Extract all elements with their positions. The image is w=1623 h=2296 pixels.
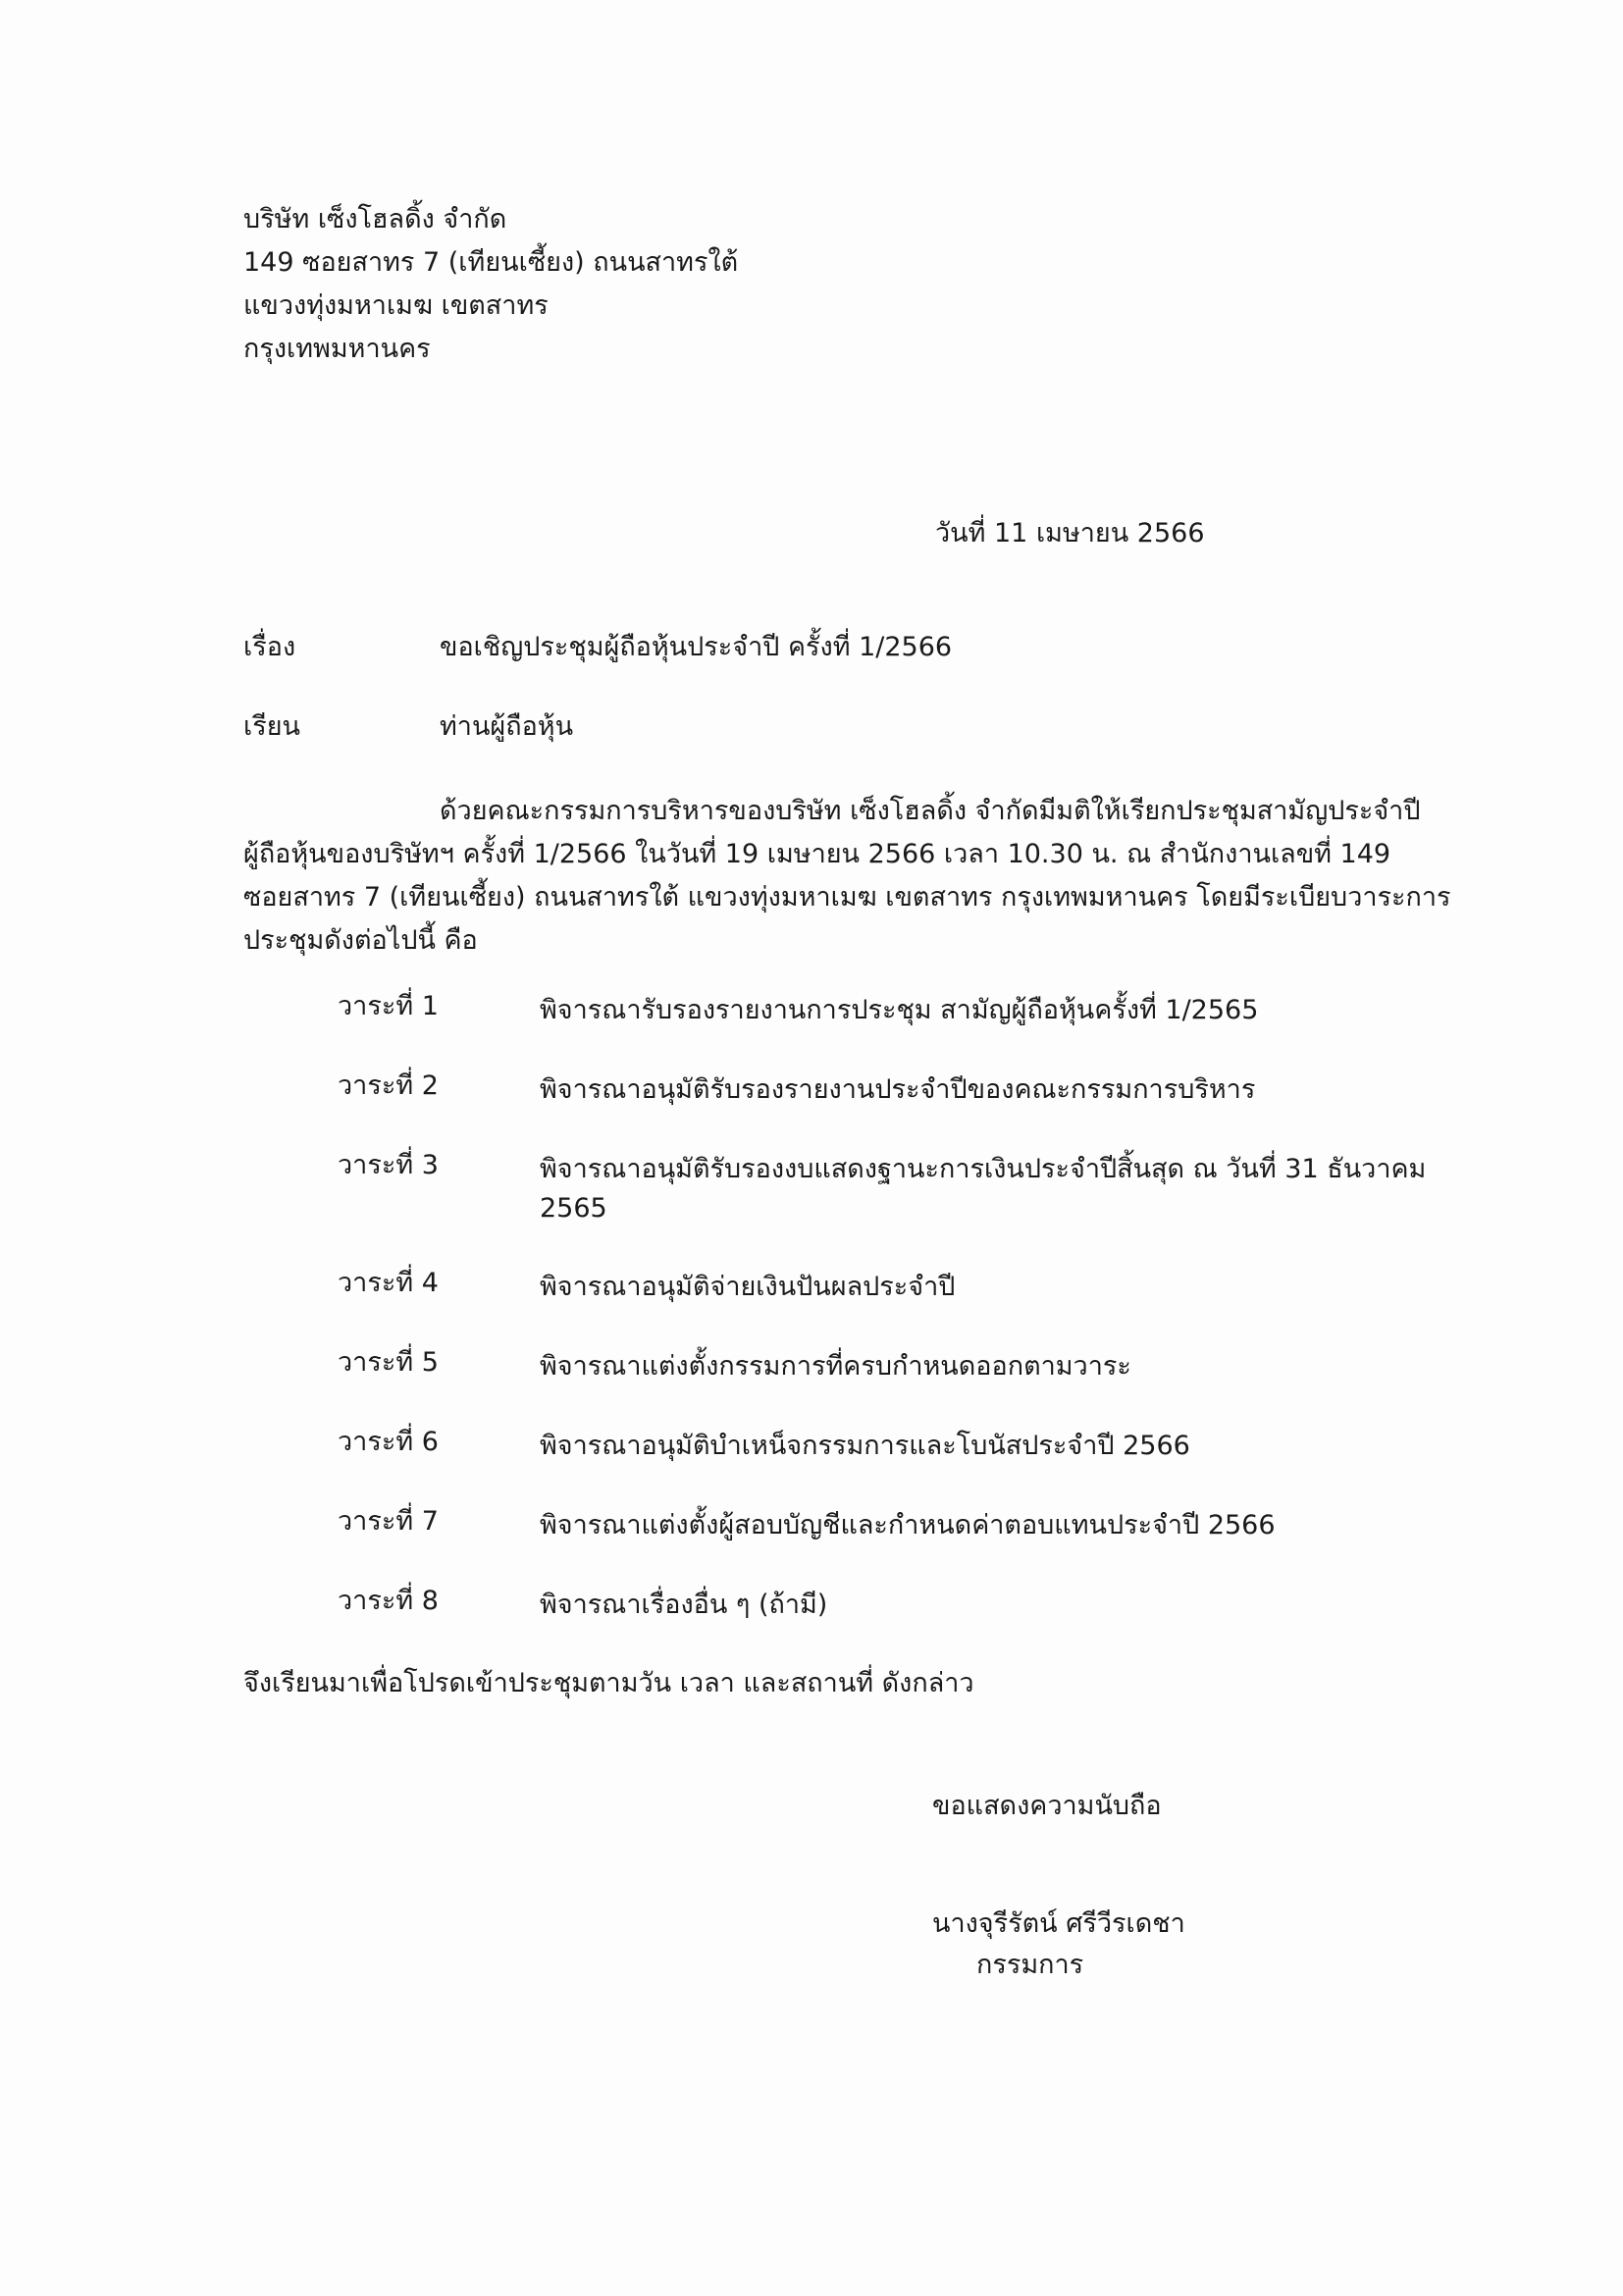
salutation-text: ท่านผู้ถือหุ้น [440, 711, 574, 742]
agenda-text: พิจารณาแต่งตั้งผู้สอบบัญชีและกำหนดค่าตอบแทนประจำปี 2566 [540, 1510, 1276, 1540]
agenda-number: วาระที่ 7 [338, 1506, 439, 1537]
sender-address-line-3: กรุงเทพมหานคร [243, 334, 431, 364]
body-line: ซอยสาทร 7 (เทียนเซี้ยง) ถนนสาทรใต้ แขวงทุ่งมหาเมฆ เขตสาทร กรุงเทพมหานคร โดยมีระเบียบวาระการ [243, 882, 1451, 913]
body-line: ด้วยคณะกรรมการบริหารของบริษัท เซ็งโฮลดิ้ง จำกัดมีมติให้เรียกประชุมสามัญประจำปี [440, 796, 1421, 826]
agenda-number: วาระที่ 2 [338, 1070, 439, 1101]
body-line: ประชุมดังต่อไปนี้ คือ [243, 925, 478, 956]
agenda-number: วาระที่ 1 [338, 991, 439, 1021]
agenda-item [338, 991, 1446, 1070]
agenda-number: วาระที่ 8 [338, 1586, 439, 1616]
agenda-text: พิจารณาอนุมัติจ่ายเงินปันผลประจำปี [540, 1272, 956, 1302]
agenda-item [338, 1506, 1446, 1586]
body-line: ผู้ถือหุ้นของบริษัทฯ ครั้งที่ 1/2566 ในวันที่ 19 เมษายน 2566 เวลา 10.30 น. ณ สำนักงานเลขที่ 149 [243, 839, 1391, 869]
agenda-text: พิจารณารับรองรายงานการประชุม สามัญผู้ถือหุ้นครั้งที่ 1/2565 [540, 995, 1259, 1025]
agenda-number: วาระที่ 4 [338, 1268, 439, 1298]
agenda-text: พิจารณาแต่งตั้งกรรมการที่ครบกำหนดออกตามวาระ [540, 1351, 1131, 1382]
sender-address-line-2: แขวงทุ่งมหาเมฆ เขตสาทร [243, 290, 549, 321]
letter-date: วันที่ 11 เมษายน 2566 [935, 518, 1205, 548]
closing-sentence: จึงเรียนมาเพื่อโปรดเข้าประชุมตามวัน เวลา และสถานที่ ดังกล่าว [243, 1668, 974, 1698]
agenda-text: พิจารณาอนุมัติรับรองงบแสดงฐานะการเงินประจำปีสิ้นสุด ณ วันที่ 31 ธันวาคม 2565 [540, 1154, 1427, 1224]
subject-text: ขอเชิญประชุมผู้ถือหุ้นประจำปี ครั้งที่ 1/2566 [440, 632, 953, 662]
signer-title: กรรมการ [976, 1950, 1084, 1980]
signer-name: นางจุรีรัตน์ ศรีวีรเดชา [932, 1908, 1185, 1939]
agenda-text: พิจารณาอนุมัติบำเหน็จกรรมการและโบนัสประจำปี 2566 [540, 1431, 1190, 1461]
complimentary-close: ขอแสดงความนับถือ [932, 1791, 1162, 1821]
agenda-text: พิจารณาอนุมัติรับรองรายงานประจำปีของคณะกรรมการบริหาร [540, 1074, 1256, 1105]
agenda-list [338, 991, 1446, 1665]
agenda-item [338, 1347, 1446, 1427]
agenda-number: วาระที่ 5 [338, 1347, 439, 1378]
sender-address-line-1: 149 ซอยสาทร 7 (เทียนเซี้ยง) ถนนสาทรใต้ [243, 247, 739, 278]
agenda-item [338, 1070, 1446, 1150]
body-paragraph [243, 790, 1451, 963]
agenda-text: พิจารณาเรื่องอื่น ๆ (ถ้ามี) [540, 1590, 828, 1620]
agenda-item [338, 1150, 1446, 1268]
agenda-item [338, 1586, 1446, 1665]
sender-company: บริษัท เซ็งโฮลดิ้ง จำกัด [243, 204, 507, 235]
agenda-item [338, 1427, 1446, 1506]
sender-address [243, 198, 738, 371]
subject-label: เรื่อง [243, 632, 296, 662]
agenda-number: วาระที่ 6 [338, 1427, 439, 1457]
salutation-label: เรียน [243, 711, 301, 742]
agenda-number: วาระที่ 3 [338, 1150, 439, 1180]
agenda-item [338, 1268, 1446, 1347]
